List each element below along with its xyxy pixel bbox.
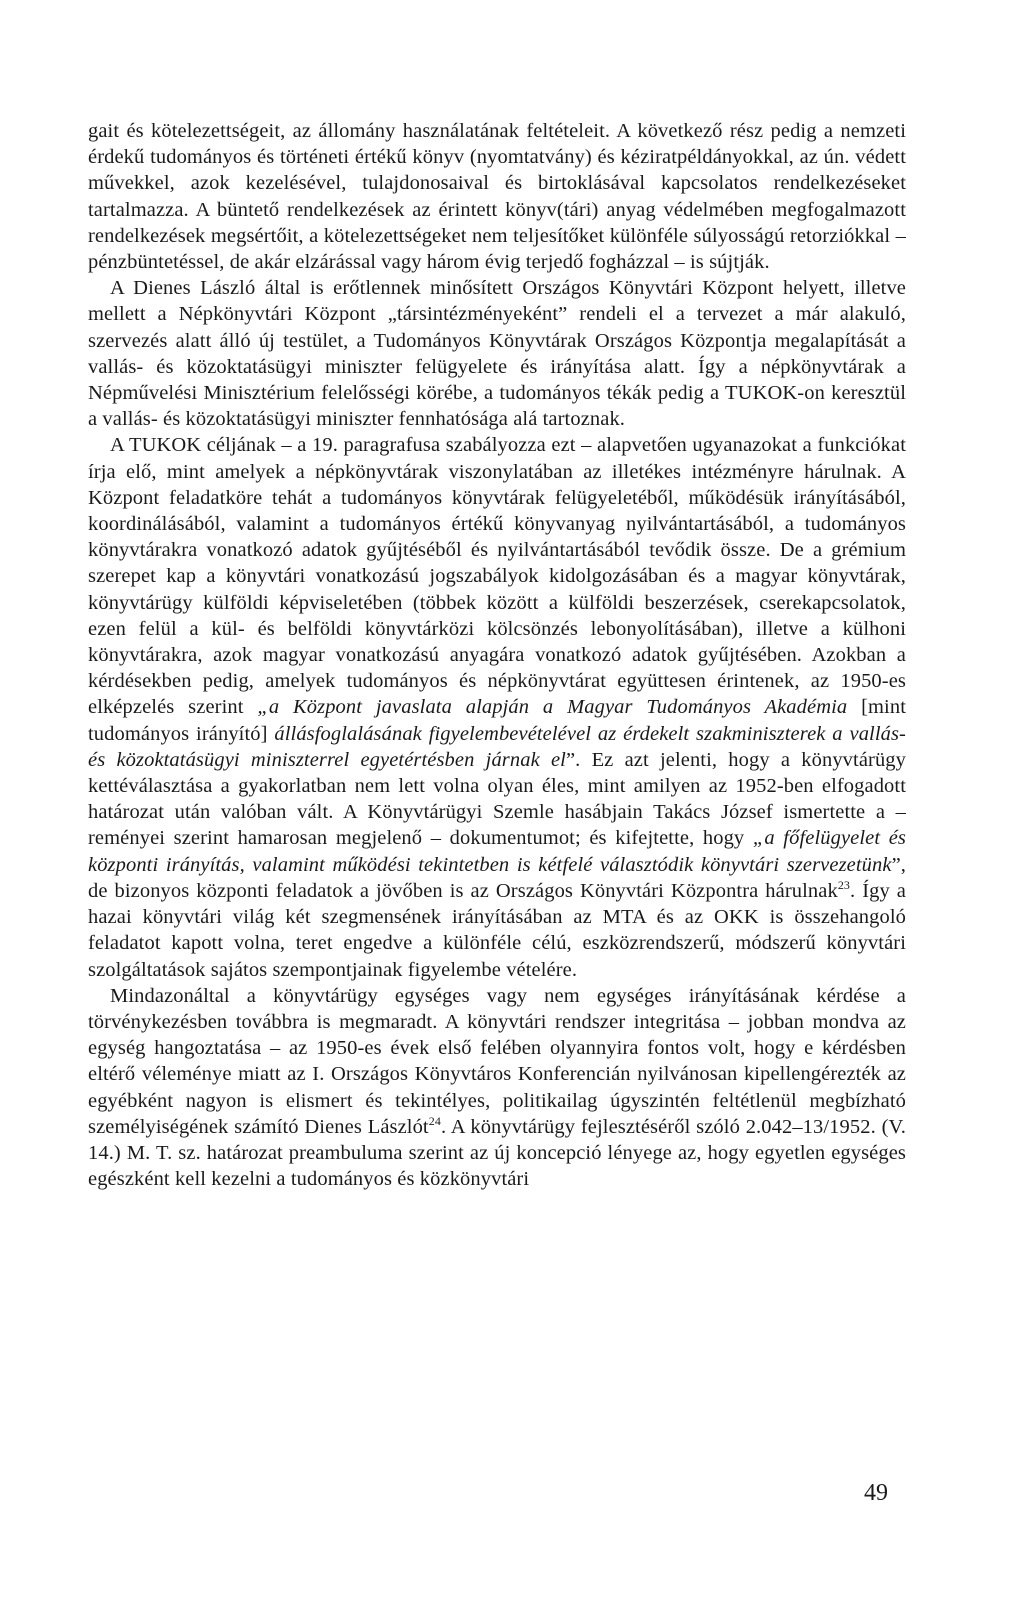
quote-allasfoglalas: állásfoglalásának figyelembevételével az érdekelt szakminiszterek a vallás- és közoktatásügyi miniszterrel egyetértésben járnak el	[88, 722, 906, 771]
paragraph-3-text-g: ”, de bizonyos központi feladatok a jövőben is az Országos Könyvtári Központra hárulnak	[88, 853, 906, 902]
paragraph-2: A Dienes László által is erőtlennek minősített Országos Könyvtári Központ helyett, illetve mellett a Népkönyvtári Központ „társintézményeként” rendeli el a tervezet a már alakuló, szervezés alatt álló új testület, a Tudományos Könyvtárak Országos Központja megalapítását a vallás- és közoktatásügyi miniszter felügyelete és irányítása alatt. Így a népkönyvtárak a Népművelési Minisztérium felelősségi körébe, a tudományos tékák pedig a TUKOK-on keresztül a vallás- és közoktatásügyi miniszter fennhatósága alá tartoznak.	[88, 277, 906, 431]
bracket-note: [mint tudományos irányító]	[88, 696, 906, 745]
paragraph-4	[88, 983, 906, 1193]
footnote-ref-24: 24	[428, 1113, 441, 1128]
paragraph-4-text-a: Mindazonáltal a könyvtárügy egységes vagy nem egységes irányításának kérdése a törvénykezésben továbbra is megmaradt. A könyvtári rendszer integritása – jobban mondva az egység hangoztatása – az 1950-es évek első felében olyannyira fontos volt, hogy e kérdésben eltérő véleménye miatt az I. Országos Könyvtáros Konferencián nyilvánosan kipellengérezték az egyébként nagyon is elismert és tekintélyes, politikailag úgyszintén feltétlenül megbízható személyiségének számító Dienes Lászlót	[88, 984, 906, 1138]
body-text	[88, 118, 906, 1192]
paragraph-1: gait és kötelezettségeit, az állomány használatának feltételeit. A következő rész pedig a nemzeti érdekű tudományos és történeti értékű könyv (nyomtatvány) és kéziratpéldányokkal, az ún. védett művekkel, azok kezelésével, tulajdonosaival és birtoklásával kapcsolatos rendelkezéseket tartalmazza. A büntető rendelkezések az érintett könyv(tári) anyag védelmében megfogalmazott rendelkezések megsértőit, a kötelezettségeket nem teljesítőket különféle súlyosságú retorziókkal – pénzbüntetéssel, de akár elzárással vagy három évig terjedő fogházzal – is sújtják.	[88, 120, 906, 274]
paragraph-3-text-h: . Így a hazai könyvtári világ két szegmensének irányításában az MTA és az OKK is összehangoló feladatot kapott volna, teret engedve a különféle célú, eszközrendszerű, módszerű könyvtári szolgáltatások sajátos szempontjainak figyelembe vételére.	[88, 879, 906, 981]
footnote-ref-23: 23	[837, 878, 851, 893]
paragraph-3	[88, 432, 906, 982]
paragraph-3-text-a: A TUKOK céljának – a 19. paragrafusa szabályozza ezt – alapvetően ugyanazokat a funkciókat írja elő, mint amelyek a népkönyvtárak viszonylatában az illetékes intézményre hárulnak. A Központ feladatköre tehát a tudományos könyvtárak felügyeletéből, működésük irányításából, koordinálásából, valamint a tudományos értékű könyvanyag nyilvántartásából, a tudományos könyvtárakra vonatkozó adatok gyűjtéséből és nyilvántartásából tevődik össze. De a grémium szerepet kap a könyvtári vonatkozású jogszabályok kidolgozásában és a magyar könyvtárak, könyvtárügy külföldi képviseletében (többek között a külföldi beszerzések, cserekapcsolatok, ezen felül a kül- és belföldi könyvtárközi kölcsönzés lebonyolításában), illetve a külhoni könyvtárakra, azok magyar vonatkozású anyagára vonatkozó adatok gyűjtésében. Azokban a kérdésekben pedig, amelyek tudományos és népkönyvtárat együttesen érintenek, az 1950-es elképzelés szerint	[88, 434, 906, 719]
paragraph-4-text-b: . A könyvtárügy fejlesztéséről szóló 2.042–13/1952. (V. 14.) M. T. sz. határozat preambuluma szerint az új koncepció lényege az, hogy egyetlen egységes egészként kell kezelni a tudományos és közkönyvtári	[88, 1115, 906, 1191]
paragraph-3-text-e: ”. Ez azt jelenti, hogy a könyvtárügy kettéválasztása a gyakorlatban nem lett volna olyan éles, mint amilyen az 1952-ben elfogadott határozat után valóban vált. A Könyvtárügyi Szemle hasábjain Takács József ismertette a – reményei szerint hamarosan megjelenő – dokumentumot; és kifejtette, hogy	[88, 748, 906, 850]
quote-mta: „a Központ javaslata alapján a Magyar Tudományos Akadémia	[257, 696, 848, 719]
quote-fofelugyelet: „a főfelügyelet és központi irányítás, valamint működési tekintetben is kétfelé választódik könyvtári szervezetünk	[88, 827, 906, 876]
page-number: 49	[864, 1480, 888, 1506]
